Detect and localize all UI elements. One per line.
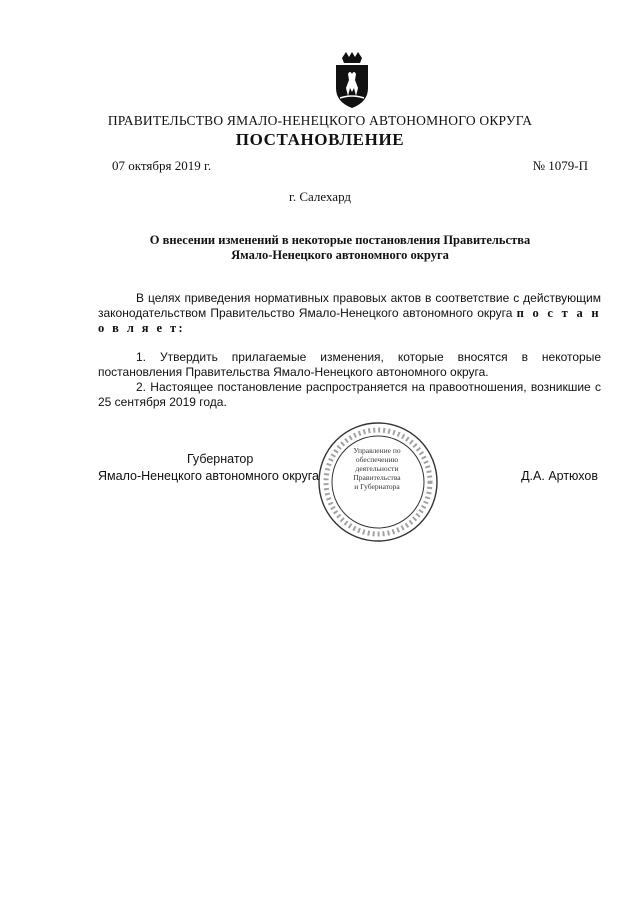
resolves-word: п о с т а н о в л я е т: — [98, 306, 602, 335]
document-city: г. Салехард — [288, 189, 352, 204]
stamp-line-5: и Губернатора — [354, 482, 400, 491]
subject-line-2: Ямало-Ненецкого автономного округа — [231, 248, 449, 262]
document-type: ПОСТАНОВЛЕНИЕ — [235, 130, 405, 149]
document-date: 07 октября 2019 г. — [112, 158, 212, 173]
stamp-line-2: обеспечению — [355, 455, 399, 464]
signatory-organization: Ямало-Ненецкого автономного округа — [98, 469, 319, 483]
coat-of-arms-icon — [330, 52, 374, 110]
item-2-paragraph: 2. Настоящее постановление распространяется на правоотношения, возникшие с 25 сентября 2019 года. — [98, 380, 601, 409]
organization-title: ПРАВИТЕЛЬСТВО ЯМАЛО-НЕНЕЦКОГО АВТОНОМНОГО ОКРУГА — [107, 113, 533, 128]
stamp-line-1: Управление по — [353, 446, 401, 455]
document-number: № 1079-П — [532, 158, 588, 173]
signatory-title: Губернатор — [187, 452, 254, 466]
stamp-line-3: деятельности — [355, 464, 399, 473]
stamp-line-4: Правительства — [353, 473, 401, 482]
item-1-paragraph: 1. Утвердить прилагаемые изменения, которые вносятся в некоторые постановления Правительства Ямало-Ненецкого автономного округа. — [98, 350, 601, 379]
subject-line-1: О внесении изменений в некоторые постановления Правительства — [149, 233, 531, 247]
signatory-name: Д.А. Артюхов — [521, 469, 598, 483]
preamble-paragraph — [98, 291, 601, 336]
preamble-text: В целях приведения нормативных правовых актов в соответствие с действующим законодательством Правительство Ямало-Ненецкого автономного округа — [98, 291, 601, 320]
document-subject — [90, 233, 590, 263]
stamp-text — [338, 446, 416, 491]
